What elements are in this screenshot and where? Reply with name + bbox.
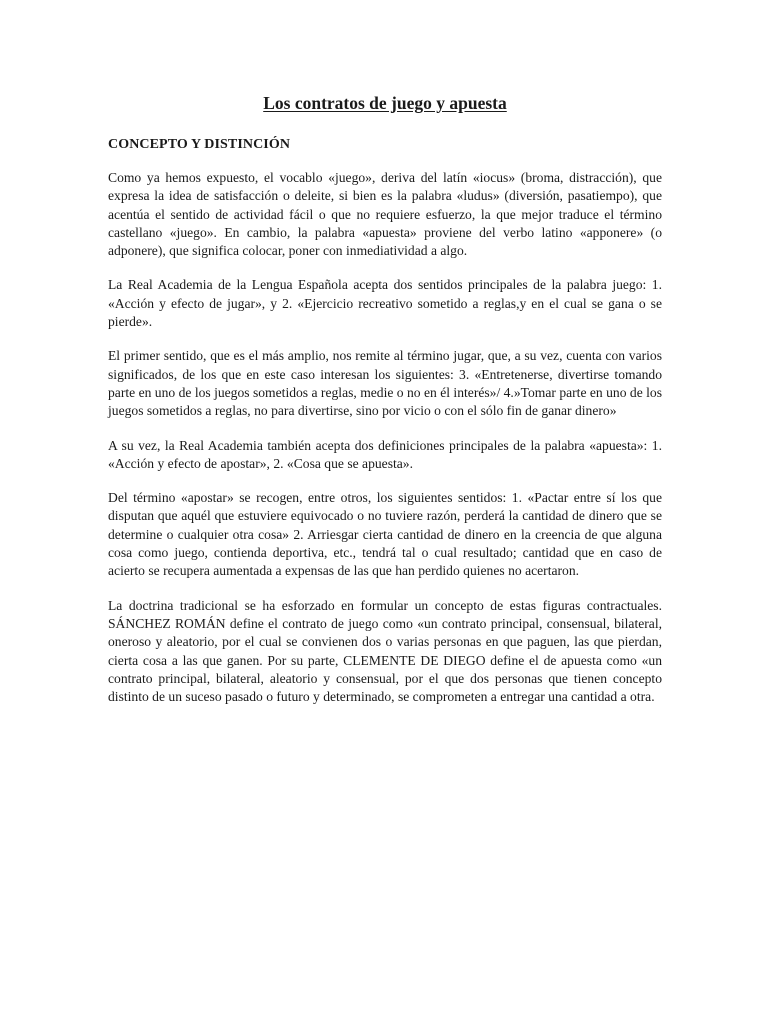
paragraph-apostar: Del término «apostar» se recogen, entre otros, los siguientes sentidos: 1. «Pactar entre sí los que disputan que aquél que estuviere equivocado o no tuviere razón, perderá la cantidad de dinero que se determine o cualquier otra cosa» 2. Arriesgar cierta cantidad de dinero en la creencia de que alguna cosa como juego, contienda deportiva, etc., tendrá tal o cual resultado; cantidad que en caso de acierto se recupera aumentada a expensas de las que han perdido quienes no acertaron. — [108, 490, 662, 579]
document-title: Los contratos de juego y apuesta — [263, 93, 507, 113]
section-heading: CONCEPTO Y DISTINCIÓN — [108, 137, 291, 152]
paragraph-rae-apuesta: A su vez, la Real Academia también acepta dos definiciones principales de la palabra «apuesta»: 1. «Acción y efecto de apostar», 2. «Cosa que se apuesta». — [108, 437, 662, 471]
paragraph-primer-sentido: El primer sentido, que es el más amplio, nos remite al término jugar, que, a su vez, cuenta con varios significados, de los que en este caso interesan los siguientes: 3. «Entretenerse, divertirse tomando parte en uno de los juegos sometidos a reglas, medie o no en él interés»/ 4.»Tomar parte en uno de los juegos sometidos a reglas, no para divertirse, sino por vicio o con el sólo fin de ganar dinero» — [108, 348, 662, 419]
paragraph-rae-juego: La Real Academia de la Lengua Española acepta dos sentidos principales de la palabra juego: 1. «Acción y efecto de jugar», y 2. «Ejercicio recreativo sometido a reglas,y en el cual se gana o se pierde». — [108, 277, 662, 330]
paragraph-doctrina: La doctrina tradicional se ha esforzado en formular un concepto de estas figuras contractuales. SÁNCHEZ ROMÁN define el contrato de juego como «un contrato principal, consensual, bilateral, oneroso y aleatorio, por el cual se convienen dos o varias personas en que paguen, las que pierdan, cierta cosa a las que ganen. Por su parte, CLEMENTE DE DIEGO define el de apuesta como «un contrato principal, bilateral, aleatorio y consensual, por el que dos personas que tienen concepto distinto de un suceso pasado o futuro y determinado, se comprometen a entregar una cantidad a otra. — [108, 597, 662, 705]
paragraph-etymology: Como ya hemos expuesto, el vocablo «juego», deriva del latín «iocus» (broma, distracción), que expresa la idea de satisfacción o deleite, si bien es la palabra «ludus» (diversión, pasatiempo), que acentúa el sentido de actividad fácil o que no requiere esfuerzo, la que mejor traduce el término castellano «juego». En cambio, la palabra «apuesta» proviene del verbo latino «apponere» (o adponere), que significa colocar, poner con inmediatividad a algo. — [108, 170, 662, 259]
document-page — [108, 92, 662, 706]
